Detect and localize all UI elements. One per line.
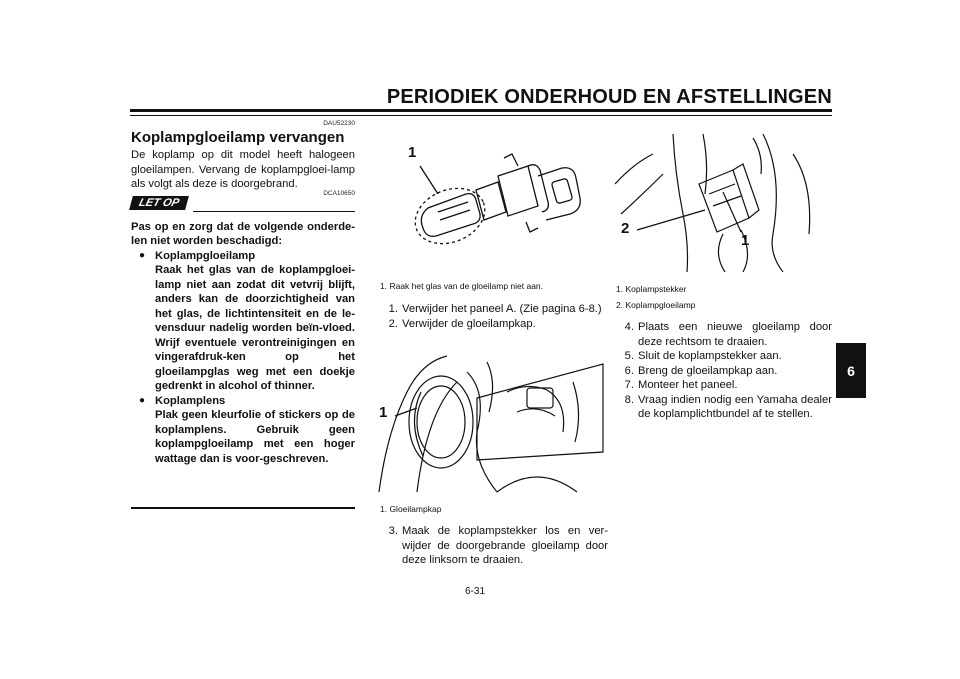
header-rule (130, 109, 832, 112)
figure-caption: 1. Raak het glas van de gloeilamp niet aan. (380, 281, 544, 291)
figure-captions (616, 281, 831, 313)
caution-bullet (131, 394, 355, 467)
figure-callout-1: 1 (379, 404, 388, 421)
figure-callout-1: 1 (741, 232, 750, 249)
step-number: 5. (624, 350, 634, 362)
bullet-dot-icon: ● (139, 249, 146, 261)
step-item (614, 364, 832, 379)
step-number: 1. (388, 303, 398, 315)
caution-badge (129, 196, 189, 210)
caption-item: 2. Koplampgloeilamp (616, 300, 696, 310)
step-number: 6. (624, 364, 634, 377)
step-text: Verwijder het paneel A. (Zie pagina 6-8.) (402, 303, 602, 315)
caution-label: LET OP (137, 196, 181, 209)
step-number: 7. (624, 379, 634, 391)
step-item (378, 302, 608, 317)
step-text: Breng de gloeilampkap aan. (638, 364, 778, 377)
step-item (614, 320, 832, 349)
bullet-text: Raak het glas van de koplampgloei-lamp niet aan zodat dit vetvrij blijft, anders kan de doorzichtigheid van het glas, de lichtintensiteit en de le-vensduur nadelig worden beïn-vloed. Wrijf eventuele verontreinigingen en vingerafdruk-ken op het gloeilampglas weg met een doekje gedrenkt in alcohol of thinner. (155, 264, 355, 392)
left-column (131, 120, 355, 466)
bullet-dot-icon: ● (139, 394, 146, 406)
step-item (614, 378, 832, 393)
caution-bullet (131, 249, 355, 394)
step-number: 4. (624, 321, 634, 333)
step-text: Sluit de koplampstekker aan. (638, 350, 782, 362)
caution-body (131, 220, 355, 467)
headlight-cover-illustration (377, 352, 605, 498)
step-text: Monteer het paneel. (638, 379, 738, 391)
caution-end-rule (131, 507, 355, 509)
caution-rule (193, 211, 355, 212)
header-rule-thin (130, 115, 832, 116)
caution-code: DCA10650 (323, 189, 355, 197)
step-number: 2. (388, 317, 398, 330)
caution-header (131, 189, 355, 214)
step-number: 3. (388, 525, 398, 537)
caution-lead: Pas op en zorg dat de volgende onderde-len niet worden beschadigd: (131, 220, 355, 247)
steps-group-c (614, 320, 832, 422)
step-item (378, 317, 608, 332)
connector-illustration (613, 134, 833, 272)
step-text: Maak de koplampstekker los en ver-wijder de doorgebrande gloeilamp door deze linksom te draaien. (402, 525, 608, 566)
step-text: Verwijder de gloeilampkap. (402, 317, 536, 330)
step-item (614, 393, 832, 422)
bullet-title: Koplampgloeilamp (155, 249, 256, 262)
section-title: Koplampgloeilamp vervangen (131, 129, 345, 146)
page-number: 6-31 (464, 586, 485, 597)
figure-connector (613, 134, 833, 272)
bullet-text: Plak geen kleurfolie of stickers op de koplamplens. Gebruik geen koplampgloeilamp met een hoger wattage dan is voor-geschreven. (155, 409, 355, 465)
caption-item: 1. Koplampstekker (616, 284, 687, 294)
step-item (378, 524, 608, 568)
figure-bulb (378, 136, 603, 270)
chapter-tab: 6 (836, 343, 866, 398)
bullet-title: Koplamplens (155, 394, 226, 407)
page-header-title: PERIODIEK ONDERHOUD EN AFSTELLINGEN (386, 86, 832, 108)
steps-group-a (378, 302, 608, 331)
figure-callout-1: 1 (408, 144, 417, 161)
step-item (614, 349, 832, 364)
steps-group-b (378, 524, 608, 568)
figure-caption: 1. Gloeilampkap (380, 504, 442, 514)
intro-paragraph: De koplamp op dit model heeft halogeen gloeilampen. Vervang de koplampgloei-lamp als volgt als deze is doorgebrand. (131, 149, 355, 190)
figure-bulb-cover (377, 352, 605, 498)
step-text: Plaats een nieuwe gloeilamp door deze rechtsom te draaien. (638, 321, 832, 348)
step-number: 8. (624, 393, 634, 406)
step-text: Vraag indien nodig een Yamaha dealer de koplamplichtbundel af te stellen. (638, 393, 832, 420)
figure-callout-2: 2 (621, 220, 630, 237)
section-code: DAU52230 (323, 120, 355, 127)
